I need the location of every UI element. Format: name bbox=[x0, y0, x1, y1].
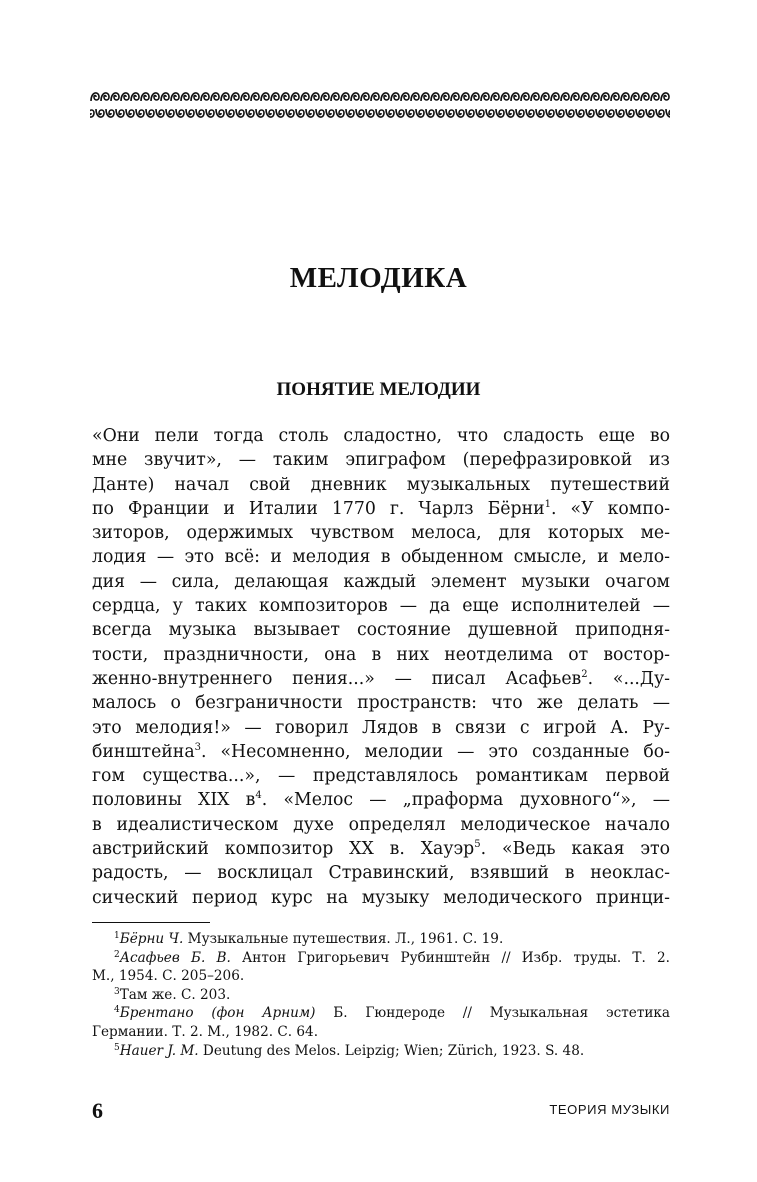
section-title: ПОНЯТИЕ МЕЛОДИИ bbox=[276, 379, 481, 400]
footnote: $^5$Hauer J. M. Deutung des Melos. Leipzig; Wien; Zürich, 1923. S. 48. bbox=[114, 1042, 585, 1059]
text-line: сический период курс на музыку мелодического принци- bbox=[92, 887, 670, 908]
text-line: лодия — это всё: и мелодия в обыденном смысле, и мело- bbox=[92, 547, 670, 568]
text-line: это мелодия!» — говорил Лядов в связи с игрой А. Ру- bbox=[92, 717, 670, 738]
text-line: по Франции и Италии 1770 г. Чарлз Бёрни$^1$. «У компо- bbox=[92, 498, 670, 519]
text-line: мне звучит», — таким эпиграфом (перефразировкой из bbox=[92, 450, 670, 471]
decorative-ornament-border bbox=[90, 85, 670, 125]
text-line: тости, праздничности, она в них неотделима от востор- bbox=[92, 644, 670, 665]
text-line: половины XIX $в^4$. «Мелос — „праформа духовного“», — bbox=[92, 790, 670, 811]
footnote-ref: 2 bbox=[581, 668, 588, 680]
footnote-separator bbox=[92, 922, 210, 923]
text-line: малось о безграничности пространств: что же делать — bbox=[92, 693, 670, 714]
footnote: $^3$Там же. С. 203. bbox=[114, 986, 231, 1003]
body-paragraph bbox=[92, 424, 670, 910]
footnote-ref: 5 bbox=[474, 839, 481, 851]
running-head: ТЕОРИЯ МУЗЫКИ bbox=[549, 1102, 670, 1117]
text-line: Данте) начал свой дневник музыкальных путешествий bbox=[92, 474, 670, 495]
footnote-ref: 4 bbox=[255, 790, 262, 802]
text-line: бинштейна$^3$. «Несомненно, мелодии — это созданные бо- bbox=[92, 741, 670, 762]
footnote: $^1$Бёрни Ч. Музыкальные путешествия. Л., 1961. С. 19. bbox=[114, 931, 504, 947]
text-line: «Они пели тогда столь сладостно, что сладость еще во bbox=[92, 426, 670, 446]
footnote: $^4$Брентано (фон Арним) Б. Гюндероде // Музыкальная эстетика Германии. Т. 2. М., 1982. С. 64. bbox=[92, 1005, 670, 1040]
footnote-ref: 1 bbox=[544, 498, 551, 510]
text-line: гом существа...», — представлялось романтикам первой bbox=[92, 766, 670, 787]
chapter-title: МЕЛОДИКА bbox=[289, 262, 468, 294]
footnote: $^2$Асафьев Б. В. Антон Григорьевич Рубинштейн // Избр. труды. Т. 2. М., 1954. С. 205–206. bbox=[92, 949, 670, 985]
text-line: радость, — восклицал Стравинский, взявший в неоклас- bbox=[92, 863, 670, 884]
text-line: всегда музыка вызывает состояние душевной приподня- bbox=[92, 620, 670, 641]
page-number: 6 bbox=[92, 1098, 103, 1123]
footnotes bbox=[92, 930, 670, 1060]
text-line: австрийский композитор XX в. Хауэр$^5$. «Ведь какая это bbox=[92, 839, 670, 860]
text-line: в идеалистическом духе определял мелодическое начало bbox=[92, 814, 670, 835]
text-line: зиторов, одержимых чувством мелоса, для которых ме- bbox=[92, 523, 670, 544]
footnote-ref: 3 bbox=[194, 741, 202, 753]
text-line: сердца, у таких композиторов — да еще исполнителей — bbox=[92, 596, 670, 617]
text-line: женно-внутреннего пения...» — писал Асафьев$^2$. «...Ду- bbox=[92, 668, 670, 689]
text-line: дия — сила, делающая каждый элемент музыки очагом bbox=[92, 571, 670, 592]
